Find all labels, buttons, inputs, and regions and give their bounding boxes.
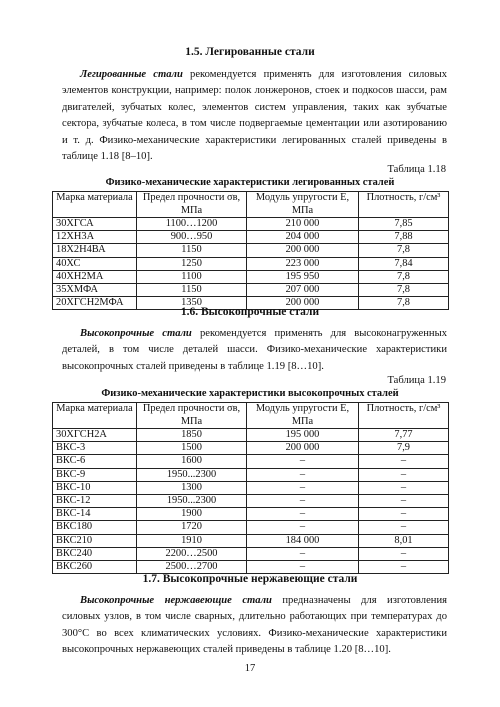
cell-grade: ВКС240 <box>53 547 137 560</box>
cell-strength: 1250 <box>137 257 247 270</box>
table-header-row <box>53 403 449 429</box>
cell-density: – <box>359 495 449 508</box>
cell-strength: 1720 <box>137 521 247 534</box>
cell-modulus: – <box>247 521 359 534</box>
cell-strength: 1300 <box>137 481 247 494</box>
cell-strength: 1100…1200 <box>137 218 247 231</box>
table-label-1-19: Таблица 1.19 <box>387 375 446 386</box>
col-header-modulus: Модуль упругости Е, МПа <box>247 192 359 218</box>
cell-modulus: 195 000 <box>247 429 359 442</box>
cell-modulus: 207 000 <box>247 284 359 297</box>
table-row <box>53 468 449 481</box>
cell-density: 7,8 <box>359 270 449 283</box>
cell-density: 7,9 <box>359 442 449 455</box>
cell-strength: 900…950 <box>137 231 247 244</box>
paragraph-text: рекомендуется применять для высоконагруженных деталей, в том числе деталей шасси. Физико-механические характеристики высокопрочных сталей приведены в таблице 1.19 [8…10]. <box>62 328 447 372</box>
cell-grade: 35ХМФА <box>53 284 137 297</box>
col-header-strength: Предел прочности σв, МПа <box>137 192 247 218</box>
cell-strength: 1850 <box>137 429 247 442</box>
cell-modulus: – <box>247 495 359 508</box>
cell-density: – <box>359 561 449 574</box>
table-alloy-steels <box>52 191 449 310</box>
table-row <box>53 244 449 257</box>
section-heading-stainless: 1.7. Высокопрочные нержавеющие стали <box>142 573 358 585</box>
cell-strength: 1910 <box>137 534 247 547</box>
cell-modulus: 195 950 <box>247 270 359 283</box>
table-row <box>53 521 449 534</box>
term-stainless: Высокопрочные нержавеющие стали <box>80 595 272 606</box>
cell-grade: 12ХН3А <box>53 231 137 244</box>
cell-modulus: – <box>247 508 359 521</box>
cell-modulus: 223 000 <box>247 257 359 270</box>
table-row <box>53 481 449 494</box>
col-header-density: Плотность, г/см³ <box>359 192 449 218</box>
cell-grade: ВКС-12 <box>53 495 137 508</box>
cell-density: 7,88 <box>359 231 449 244</box>
cell-density: 7,8 <box>359 284 449 297</box>
cell-density: 7,85 <box>359 218 449 231</box>
term-high-strength: Высокопрочные стали <box>80 328 192 339</box>
table-row <box>53 270 449 283</box>
cell-density: – <box>359 547 449 560</box>
cell-grade: 40ХН2МА <box>53 270 137 283</box>
col-header-strength: Предел прочности σв, МПа <box>137 403 247 429</box>
section-heading-high-strength: 1.6. Высокопрочные стали <box>180 306 320 318</box>
cell-modulus: – <box>247 468 359 481</box>
cell-grade: 30ХГСА <box>53 218 137 231</box>
cell-density: 7,8 <box>359 244 449 257</box>
cell-modulus: 200 000 <box>247 244 359 257</box>
cell-density: 7,8 <box>359 297 449 310</box>
section-heading-alloy-steels: 1.5. Легированные стали <box>185 46 315 58</box>
cell-grade: ВКС-3 <box>53 442 137 455</box>
cell-modulus: 200 000 <box>247 442 359 455</box>
cell-strength: 1150 <box>137 244 247 257</box>
cell-strength: 1600 <box>137 455 247 468</box>
cell-strength: 1900 <box>137 508 247 521</box>
cell-density: – <box>359 521 449 534</box>
cell-strength: 1950...2300 <box>137 468 247 481</box>
cell-strength: 1100 <box>137 270 247 283</box>
table-row <box>53 534 449 547</box>
cell-modulus: 200 000 <box>247 297 359 310</box>
col-header-grade: Марка материала <box>53 403 137 429</box>
table-row <box>53 257 449 270</box>
cell-grade: ВКС-6 <box>53 455 137 468</box>
table-caption-1-19: Физико-механические характеристики высокопрочных сталей <box>101 388 399 399</box>
cell-strength: 1500 <box>137 442 247 455</box>
cell-grade: 18Х2Н4ВА <box>53 244 137 257</box>
page-number: 17 <box>244 663 256 674</box>
cell-density: – <box>359 455 449 468</box>
cell-strength: 1150 <box>137 284 247 297</box>
cell-grade: ВКС-10 <box>53 481 137 494</box>
cell-modulus: 184 000 <box>247 534 359 547</box>
cell-density: 8,01 <box>359 534 449 547</box>
cell-grade: ВКС-14 <box>53 508 137 521</box>
cell-modulus: – <box>247 481 359 494</box>
table-row <box>53 495 449 508</box>
cell-grade: 30ХГСН2А <box>53 429 137 442</box>
cell-density: – <box>359 481 449 494</box>
table-row <box>53 442 449 455</box>
col-header-grade: Марка материала <box>53 192 137 218</box>
cell-strength: 2500…2700 <box>137 561 247 574</box>
cell-grade: ВКС180 <box>53 521 137 534</box>
table-row <box>53 508 449 521</box>
term-alloy-steels: Легированные стали <box>80 69 183 80</box>
cell-grade: 40ХС <box>53 257 137 270</box>
cell-grade: ВКС260 <box>53 561 137 574</box>
table-row <box>53 429 449 442</box>
table-row <box>53 561 449 574</box>
cell-modulus: – <box>247 547 359 560</box>
paragraph-alloy-steels <box>62 67 447 165</box>
col-header-density: Плотность, г/см³ <box>359 403 449 429</box>
table-high-strength-steels <box>52 402 449 574</box>
cell-modulus: 204 000 <box>247 231 359 244</box>
cell-grade: ВКС210 <box>53 534 137 547</box>
cell-grade: 20ХГСН2МФА <box>53 297 137 310</box>
cell-density: 7,84 <box>359 257 449 270</box>
table-row <box>53 547 449 560</box>
cell-strength: 2200…2500 <box>137 547 247 560</box>
cell-modulus: 210 000 <box>247 218 359 231</box>
cell-modulus: – <box>247 561 359 574</box>
table-label-1-18: Таблица 1.18 <box>387 164 446 175</box>
table-row <box>53 455 449 468</box>
cell-density: 7,77 <box>359 429 449 442</box>
table-caption-1-18: Физико-механические характеристики легированных сталей <box>105 177 395 188</box>
table-row <box>53 231 449 244</box>
cell-strength: 1950...2300 <box>137 495 247 508</box>
table-header-row <box>53 192 449 218</box>
table-row <box>53 284 449 297</box>
paragraph-text: предназначены для изготовления силовых узлов, в том числе сварных, длительно работающих при температурах до 300°С во всех климатических условиях. Физико-механические характеристики высокопрочных нержавеющих сталей приведены в таблице 1.20 [8…10]. <box>62 595 447 656</box>
cell-density: – <box>359 468 449 481</box>
paragraph-stainless <box>62 593 447 659</box>
paragraph-high-strength <box>62 326 447 375</box>
cell-grade: ВКС-9 <box>53 468 137 481</box>
cell-strength: 1350 <box>137 297 247 310</box>
table-row <box>53 218 449 231</box>
cell-density: – <box>359 508 449 521</box>
col-header-modulus: Модуль упругости Е, МПа <box>247 403 359 429</box>
cell-modulus: – <box>247 455 359 468</box>
paragraph-text: рекомендуется применять для изготовления силовых элементов конструкции, например: полок лонжеронов, стоек и подкосов шасси, рам двигателей, зубчатых колес, элементов систем управления, таких как зубчатые сектора, зубчатые колеса, в том числе подвергаемые цементации или азотированию и т. д. Физико-механические характеристики легированных сталей приведены в таблице 1.18 [8–10]. <box>62 69 448 163</box>
